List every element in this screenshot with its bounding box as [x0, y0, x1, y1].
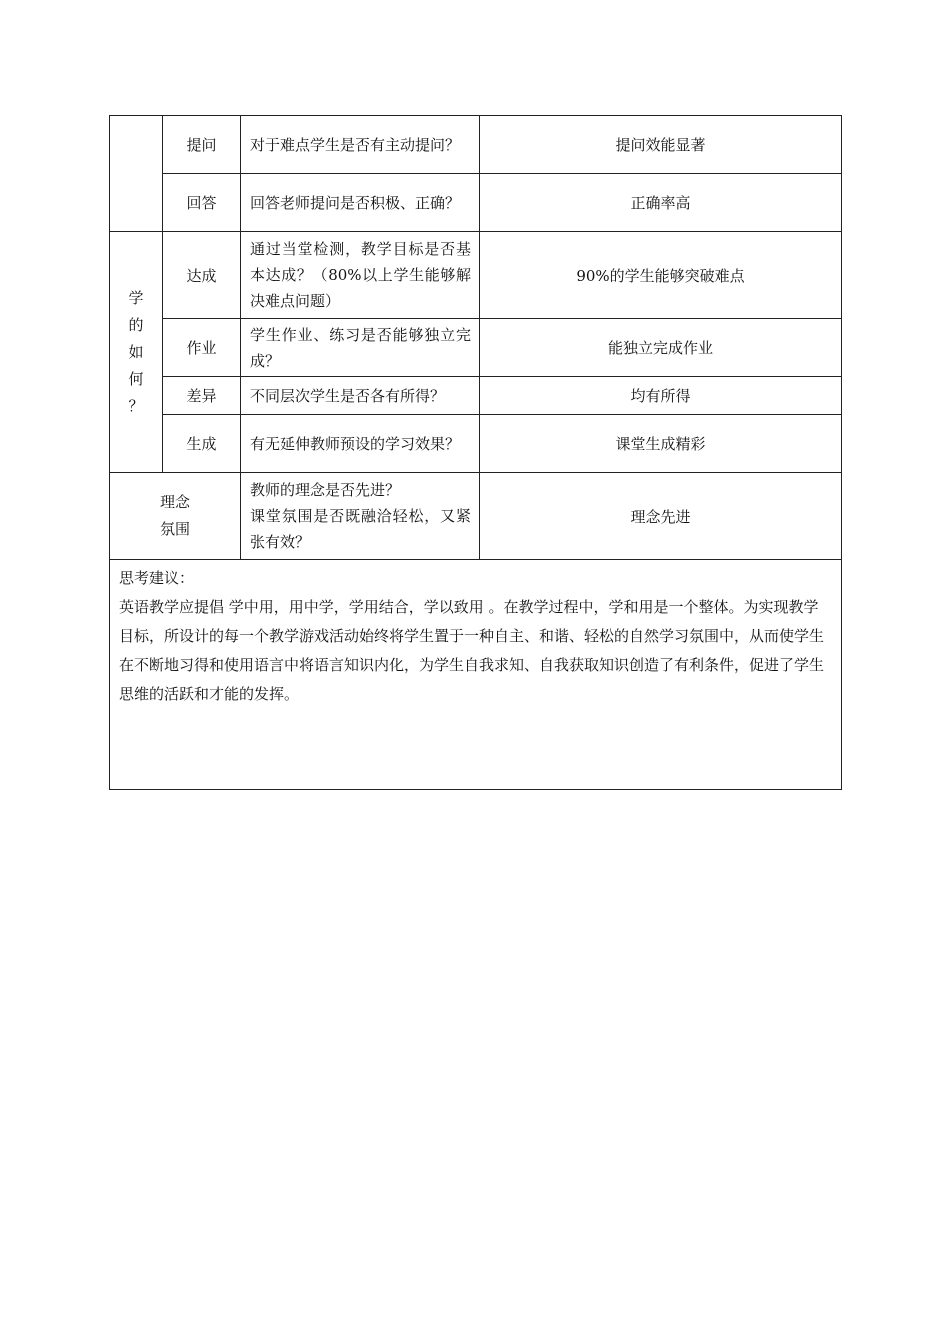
- result-cell: 提问效能显著: [480, 116, 842, 174]
- item-cell: 回答: [163, 174, 241, 232]
- result-cell: 能独立完成作业: [480, 319, 842, 377]
- question-cell: 通过当堂检测，教学目标是否基本达成？（80%以上学生能够解决难点问题）: [241, 232, 480, 319]
- result-cell: 均有所得: [480, 377, 842, 415]
- result-cell: 理念先进: [480, 473, 842, 560]
- concept-question-line: 教师的理念是否先进？: [250, 481, 401, 499]
- suggestion-title: 思考建议：: [119, 569, 195, 587]
- result-cell: 正确率高: [480, 174, 842, 232]
- item-cell: 差异: [163, 377, 241, 415]
- table-row: [110, 319, 842, 377]
- question-cell: 学生作业、练习是否能够独立完成？: [241, 319, 480, 377]
- concept-label-line: 理念: [159, 493, 190, 511]
- item-cell: 提问: [163, 116, 241, 174]
- category-cell-blank: [110, 116, 163, 232]
- table-row: [110, 116, 842, 174]
- result-cell: 课堂生成精彩: [480, 415, 842, 473]
- evaluation-table: [109, 115, 842, 790]
- category-char: 如: [128, 342, 144, 361]
- category-char: 学: [128, 288, 144, 307]
- table-row-suggestion: [110, 560, 842, 790]
- table-row-concept: [110, 473, 842, 560]
- concept-question-line: 课堂氛围是否既融洽轻松，又紧张有效？: [250, 507, 471, 551]
- category-char: 何: [128, 369, 144, 388]
- category-char: 的: [128, 315, 144, 334]
- result-cell: 90%的学生能够突破难点: [480, 232, 842, 319]
- table-row: [110, 232, 842, 319]
- suggestion-body: 英语教学应提倡 学中用，用中学，学用结合，学以致用 。在教学过程中，学和用是一个整体。为实现教学目标，所设计的每一个教学游戏活动始终将学生置于一种自主、和谐、轻松的自然学习氛围中，从而使学生在不断地习得和使用语言中将语言知识内化，为学生自我求知、自我获取知识创造了有利条件，促进了学生思维的活跃和才能的发挥。: [119, 598, 825, 703]
- table-row: [110, 415, 842, 473]
- table-row: [110, 377, 842, 415]
- item-cell: 生成: [163, 415, 241, 473]
- question-cell: 有无延伸教师预设的学习效果？: [241, 415, 480, 473]
- question-cell: [241, 473, 480, 560]
- question-cell: 对于难点学生是否有主动提问？: [241, 116, 480, 174]
- item-cell: 达成: [163, 232, 241, 319]
- concept-label-line: 氛围: [159, 520, 190, 538]
- concept-label-cell: [110, 473, 241, 560]
- suggestion-cell: [110, 560, 842, 790]
- table-row: [110, 174, 842, 232]
- item-cell: 作业: [163, 319, 241, 377]
- category-cell-learning: [110, 232, 163, 473]
- category-char: ？: [128, 396, 144, 415]
- question-cell: 回答老师提问是否积极、正确？: [241, 174, 480, 232]
- question-cell: 不同层次学生是否各有所得？: [241, 377, 480, 415]
